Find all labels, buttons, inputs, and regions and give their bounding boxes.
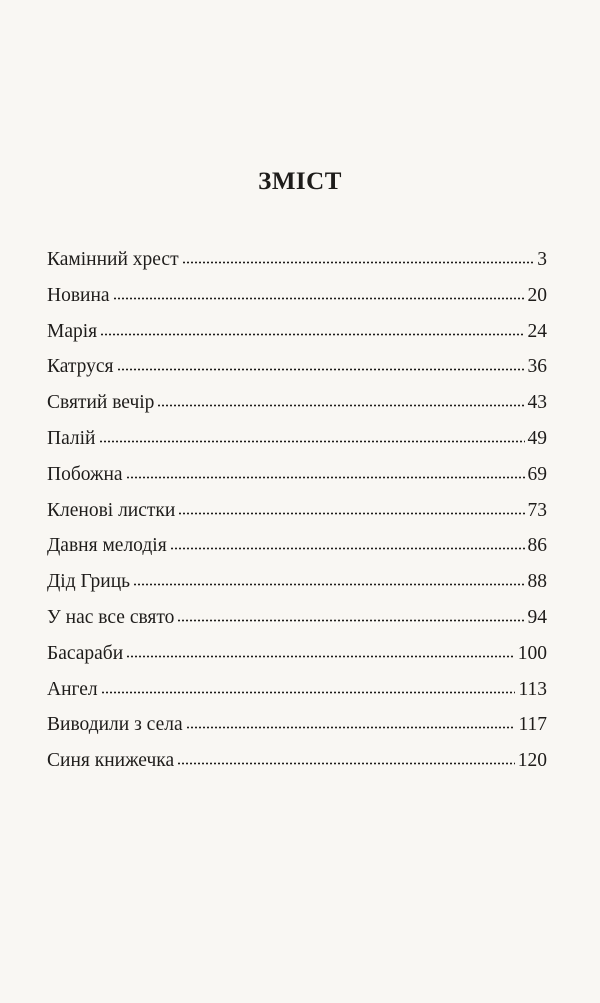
toc-entry-title: Катруся bbox=[47, 356, 114, 378]
dot-leader bbox=[186, 726, 516, 729]
toc-entry-page-number: 24 bbox=[527, 320, 547, 342]
toc-entry-page-number: 43 bbox=[527, 392, 547, 414]
toc-entry bbox=[47, 564, 547, 600]
toc-entry bbox=[47, 636, 547, 672]
dot-leader bbox=[117, 368, 525, 371]
dot-leader bbox=[178, 512, 524, 515]
dot-leader bbox=[157, 404, 524, 407]
toc-entry-page-number: 49 bbox=[527, 427, 547, 449]
toc-entry-page-number: 94 bbox=[527, 606, 547, 628]
toc-entry bbox=[47, 707, 547, 743]
toc-entry bbox=[47, 457, 547, 493]
dot-leader bbox=[126, 476, 525, 479]
toc-entry-page-number: 88 bbox=[527, 571, 547, 593]
toc-entry-page-number: 73 bbox=[527, 499, 547, 521]
toc-entry bbox=[47, 278, 547, 314]
dot-leader bbox=[99, 440, 525, 443]
toc-entry bbox=[47, 421, 547, 457]
dot-leader bbox=[100, 333, 524, 336]
table-of-contents bbox=[47, 242, 547, 779]
toc-entry-page-number: 86 bbox=[527, 535, 547, 557]
page-title: ЗМІСТ bbox=[258, 167, 342, 195]
toc-entry bbox=[47, 493, 547, 529]
dot-leader bbox=[170, 547, 525, 550]
toc-entry-title: Синя книжечка bbox=[47, 750, 175, 772]
toc-entry bbox=[47, 314, 547, 350]
toc-entry-page-number: 100 bbox=[517, 642, 547, 664]
toc-entry-title: Камінний хрест bbox=[47, 249, 179, 270]
dot-leader bbox=[101, 691, 516, 694]
toc-entry-page-number: 113 bbox=[518, 678, 547, 700]
toc-entry-title: Ангел bbox=[47, 678, 98, 700]
toc-entry-title: Побожна bbox=[47, 463, 123, 485]
toc-entry-page-number: 69 bbox=[527, 463, 547, 485]
dot-leader bbox=[177, 762, 515, 765]
toc-entry-title: Святий вечір bbox=[47, 392, 155, 414]
toc-entry bbox=[47, 600, 547, 636]
toc-entry-title: Давня мелодія bbox=[47, 535, 167, 557]
dot-leader bbox=[177, 619, 524, 622]
dot-leader bbox=[113, 297, 525, 300]
toc-entry bbox=[47, 672, 547, 708]
toc-entry-page-number: 117 bbox=[518, 714, 547, 736]
dot-leader bbox=[133, 583, 524, 586]
toc-entry-title: Дід Гриць bbox=[47, 571, 131, 593]
toc-entry-page-number: 36 bbox=[527, 356, 547, 378]
toc-entry-page-number: 3 bbox=[537, 249, 547, 270]
toc-entry-title: Виводили з села bbox=[47, 714, 183, 736]
toc-entry-title: У нас все свято bbox=[47, 606, 175, 628]
toc-entry-page-number: 120 bbox=[517, 750, 547, 772]
toc-entry bbox=[47, 743, 547, 779]
toc-entry bbox=[47, 385, 547, 421]
toc-entry bbox=[47, 349, 547, 385]
toc-entry-page-number: 20 bbox=[527, 284, 547, 306]
toc-entry-title: Марія bbox=[47, 320, 98, 342]
toc-entry-title: Кленові листки bbox=[47, 499, 176, 521]
dot-leader bbox=[182, 261, 535, 264]
toc-entry bbox=[47, 242, 547, 278]
toc-entry-title: Палій bbox=[47, 427, 96, 449]
toc-entry-title: Новина bbox=[47, 284, 110, 306]
dot-leader bbox=[126, 655, 515, 658]
toc-entry bbox=[47, 528, 547, 564]
toc-entry-title: Басараби bbox=[47, 642, 124, 664]
